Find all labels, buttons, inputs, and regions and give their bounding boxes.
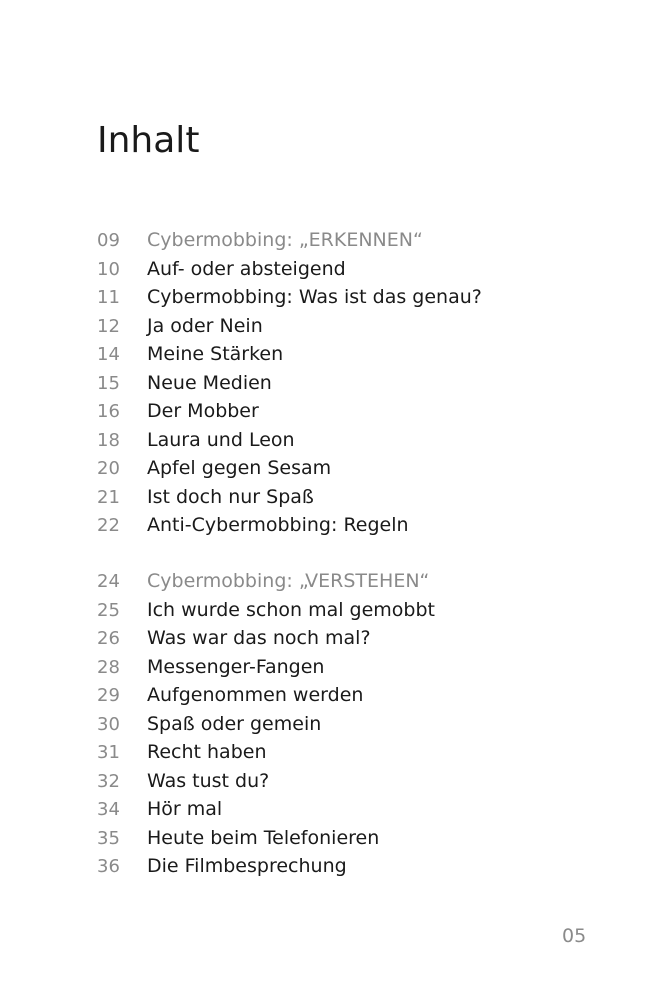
toc-heading-label: Cybermobbing: „VERSTEHEN“ — [147, 570, 430, 592]
toc-page-number: 34 — [97, 799, 120, 820]
toc-entry-label: Hör mal — [147, 798, 223, 820]
toc-page-number: 30 — [97, 713, 120, 735]
toc-section-erkennen — [97, 226, 597, 540]
toc-page-number: 36 — [97, 856, 120, 877]
toc-entry-label: Ich wurde schon mal gemobbt — [147, 598, 435, 621]
toc-entry-label: Der Mobber — [147, 400, 259, 422]
toc-page-number: 20 — [97, 458, 120, 479]
toc-entry — [97, 596, 597, 625]
toc-entry — [97, 312, 597, 341]
toc-page-number: 11 — [97, 287, 120, 308]
toc-entry-label: Ja oder Nein — [147, 314, 263, 337]
toc-page-number: 28 — [97, 656, 120, 678]
toc-entry — [97, 738, 597, 767]
toc-entry — [97, 767, 597, 796]
toc-entry — [97, 483, 597, 512]
toc-page-number: 15 — [97, 372, 120, 394]
toc-entry — [97, 624, 597, 653]
toc-entry-label: Was tust du? — [147, 769, 270, 792]
toc-entry — [97, 511, 597, 540]
toc-page-number: 24 — [97, 571, 120, 592]
page-title: Inhalt — [97, 120, 200, 161]
toc-entry-label: Meine Stärken — [147, 343, 284, 365]
toc-page-number: 22 — [97, 515, 120, 536]
toc-entry — [97, 852, 597, 881]
toc-section-heading — [97, 226, 597, 255]
toc-entry-label: Recht haben — [147, 741, 267, 763]
toc-entry — [97, 397, 597, 426]
toc-entry-label: Anti-Cybermobbing: Regeln — [147, 514, 409, 536]
toc-entry — [97, 454, 597, 483]
toc-entry-label: Apfel gegen Sesam — [147, 457, 332, 479]
toc-entry — [97, 340, 597, 369]
toc-page-number: 25 — [97, 599, 120, 621]
page-number-folio: 05 — [562, 925, 587, 947]
toc-entry — [97, 255, 597, 284]
toc-entry — [97, 369, 597, 398]
toc-entry-label: Messenger-Fangen — [147, 655, 325, 678]
toc-entry — [97, 283, 597, 312]
toc-page-number: 21 — [97, 486, 120, 508]
toc-entry — [97, 426, 597, 455]
toc-page-number: 16 — [97, 401, 120, 422]
toc-entry-label: Spaß oder gemein — [147, 712, 322, 735]
toc-entry-label: Auf- oder absteigend — [147, 257, 346, 280]
toc-section-verstehen — [97, 567, 597, 881]
toc-entry — [97, 710, 597, 739]
toc-entry-label: Ist doch nur Spaß — [147, 485, 314, 508]
toc-entry-label: Laura und Leon — [147, 428, 295, 451]
toc-page-number: 09 — [97, 230, 120, 251]
toc-entry-label: Aufgenommen werden — [147, 684, 364, 706]
toc-entry-label: Die Filmbesprechung — [147, 855, 347, 877]
toc-entry-label: Was war das noch mal? — [147, 627, 371, 649]
toc-entry-label: Neue Medien — [147, 371, 272, 394]
toc-entry — [97, 653, 597, 682]
toc-page-number: 29 — [97, 685, 120, 706]
toc-page-number: 18 — [97, 429, 120, 451]
toc-page-number: 35 — [97, 827, 120, 849]
toc-entry-label: Cybermobbing: Was ist das genau? — [147, 286, 482, 308]
toc-entry — [97, 795, 597, 824]
toc-page-number: 32 — [97, 770, 120, 792]
toc-section-heading — [97, 567, 597, 596]
toc-heading-label: Cybermobbing: „ERKENNEN“ — [147, 229, 423, 251]
toc-entry-label: Heute beim Telefonieren — [147, 826, 380, 849]
toc-entry — [97, 681, 597, 710]
toc-page-number: 31 — [97, 742, 120, 763]
toc-page-number: 12 — [97, 315, 120, 337]
toc-entry — [97, 824, 597, 853]
toc-page-number: 10 — [97, 258, 120, 280]
toc-page-number: 26 — [97, 628, 120, 649]
toc-page-number: 14 — [97, 344, 120, 365]
